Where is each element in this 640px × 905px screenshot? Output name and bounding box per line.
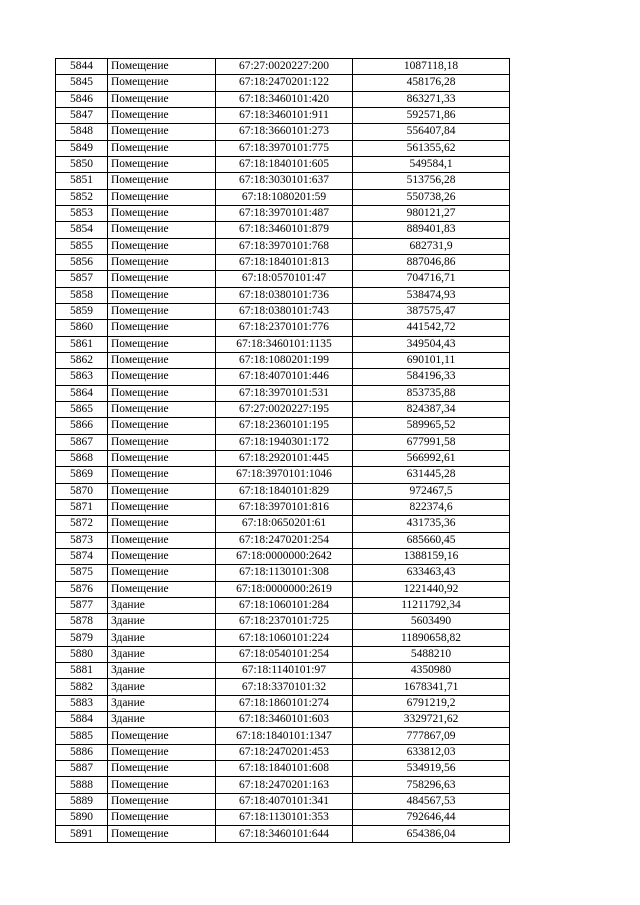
cadastral-number-cell: 67:18:0000000:2619 [216,581,353,597]
cadastral-value-cell: 822374,6 [353,499,510,515]
object-type-cell: Здание [108,663,216,679]
table-row [56,75,510,91]
row-number-cell: 5875 [56,565,108,581]
table-row [56,205,510,221]
cadastral-number-cell: 67:18:2360101:195 [216,418,353,434]
cadastral-number-cell: 67:18:3460101:420 [216,91,353,107]
cadastral-value-cell: 458176,28 [353,75,510,91]
cadastral-number-cell: 67:18:3460101:1135 [216,336,353,352]
cadastral-value-cell: 4350980 [353,663,510,679]
cadastral-number-cell: 67:18:3970101:487 [216,205,353,221]
object-type-cell: Помещение [108,173,216,189]
cadastral-number-cell: 67:18:1940301:172 [216,434,353,450]
object-type-cell: Помещение [108,467,216,483]
table-row [56,124,510,140]
object-type-cell: Помещение [108,516,216,532]
table-row [56,630,510,646]
row-number-cell: 5881 [56,663,108,679]
row-number-cell: 5844 [56,59,108,75]
row-number-cell: 5876 [56,581,108,597]
property-table-body [56,59,510,843]
row-number-cell: 5859 [56,303,108,319]
cadastral-value-cell: 484567,53 [353,793,510,809]
object-type-cell: Помещение [108,320,216,336]
object-type-cell: Здание [108,630,216,646]
cadastral-number-cell: 67:18:1080201:59 [216,189,353,205]
object-type-cell: Помещение [108,189,216,205]
object-type-cell: Помещение [108,222,216,238]
cadastral-value-cell: 5603490 [353,614,510,630]
row-number-cell: 5852 [56,189,108,205]
row-number-cell: 5868 [56,450,108,466]
cadastral-value-cell: 980121,27 [353,205,510,221]
table-row [56,810,510,826]
cadastral-value-cell: 682731,9 [353,238,510,254]
cadastral-value-cell: 887046,86 [353,254,510,270]
cadastral-number-cell: 67:18:1060101:224 [216,630,353,646]
row-number-cell: 5887 [56,761,108,777]
object-type-cell: Помещение [108,75,216,91]
cadastral-number-cell: 67:18:1840101:829 [216,483,353,499]
cadastral-number-cell: 67:18:1840101:605 [216,156,353,172]
cadastral-value-cell: 11890658,82 [353,630,510,646]
row-number-cell: 5873 [56,532,108,548]
cadastral-number-cell: 67:18:1840101:1347 [216,728,353,744]
cadastral-value-cell: 889401,83 [353,222,510,238]
row-number-cell: 5860 [56,320,108,336]
cadastral-value-cell: 1388159,16 [353,548,510,564]
cadastral-value-cell: 589965,52 [353,418,510,434]
cadastral-number-cell: 67:18:3030101:637 [216,173,353,189]
row-number-cell: 5891 [56,826,108,842]
row-number-cell: 5878 [56,614,108,630]
cadastral-number-cell: 67:18:0540101:254 [216,646,353,662]
row-number-cell: 5871 [56,499,108,515]
cadastral-value-cell: 758296,63 [353,777,510,793]
object-type-cell: Помещение [108,434,216,450]
cadastral-number-cell: 67:18:0570101:47 [216,271,353,287]
object-type-cell: Помещение [108,744,216,760]
cadastral-number-cell: 67:18:3970101:1046 [216,467,353,483]
row-number-cell: 5858 [56,287,108,303]
cadastral-number-cell: 67:18:3370101:32 [216,679,353,695]
cadastral-value-cell: 349504,43 [353,336,510,352]
table-row [56,173,510,189]
object-type-cell: Помещение [108,532,216,548]
cadastral-value-cell: 556407,84 [353,124,510,140]
row-number-cell: 5880 [56,646,108,662]
cadastral-value-cell: 534919,56 [353,761,510,777]
cadastral-number-cell: 67:18:4070101:446 [216,369,353,385]
table-row [56,646,510,662]
object-type-cell: Помещение [108,777,216,793]
cadastral-number-cell: 67:18:1860101:274 [216,695,353,711]
table-row [56,695,510,711]
object-type-cell: Помещение [108,107,216,123]
row-number-cell: 5886 [56,744,108,760]
table-row [56,712,510,728]
object-type-cell: Помещение [108,418,216,434]
cadastral-value-cell: 561355,62 [353,140,510,156]
object-type-cell: Помещение [108,548,216,564]
cadastral-value-cell: 777867,09 [353,728,510,744]
cadastral-number-cell: 67:18:2470201:453 [216,744,353,760]
table-row [56,401,510,417]
row-number-cell: 5861 [56,336,108,352]
cadastral-number-cell: 67:18:3970101:816 [216,499,353,515]
cadastral-value-cell: 853735,88 [353,385,510,401]
table-row [56,434,510,450]
object-type-cell: Помещение [108,565,216,581]
cadastral-value-cell: 1087118,18 [353,59,510,75]
table-row [56,156,510,172]
cadastral-value-cell: 5488210 [353,646,510,662]
row-number-cell: 5888 [56,777,108,793]
table-row [56,385,510,401]
cadastral-value-cell: 631445,28 [353,467,510,483]
row-number-cell: 5879 [56,630,108,646]
cadastral-value-cell: 584196,33 [353,369,510,385]
table-row [56,826,510,842]
cadastral-value-cell: 633463,43 [353,565,510,581]
cadastral-value-cell: 3329721,62 [353,712,510,728]
cadastral-number-cell: 67:27:0020227:200 [216,59,353,75]
cadastral-number-cell: 67:18:2470201:254 [216,532,353,548]
cadastral-number-cell: 67:18:1840101:813 [216,254,353,270]
object-type-cell: Помещение [108,271,216,287]
row-number-cell: 5877 [56,597,108,613]
cadastral-value-cell: 431735,36 [353,516,510,532]
table-row [56,483,510,499]
row-number-cell: 5846 [56,91,108,107]
row-number-cell: 5890 [56,810,108,826]
cadastral-number-cell: 67:27:0020227:195 [216,401,353,417]
table-row [56,597,510,613]
row-number-cell: 5856 [56,254,108,270]
row-number-cell: 5857 [56,271,108,287]
cadastral-value-cell: 441542,72 [353,320,510,336]
cadastral-value-cell: 654386,04 [353,826,510,842]
cadastral-number-cell: 67:18:3460101:644 [216,826,353,842]
cadastral-value-cell: 633812,03 [353,744,510,760]
row-number-cell: 5872 [56,516,108,532]
row-number-cell: 5885 [56,728,108,744]
object-type-cell: Помещение [108,728,216,744]
table-row [56,581,510,597]
row-number-cell: 5853 [56,205,108,221]
cadastral-value-cell: 1221440,92 [353,581,510,597]
row-number-cell: 5867 [56,434,108,450]
object-type-cell: Помещение [108,401,216,417]
cadastral-number-cell: 67:18:1140101:97 [216,663,353,679]
cadastral-number-cell: 67:18:3660101:273 [216,124,353,140]
cadastral-value-cell: 11211792,34 [353,597,510,613]
table-row [56,744,510,760]
cadastral-number-cell: 67:18:1130101:353 [216,810,353,826]
row-number-cell: 5850 [56,156,108,172]
object-type-cell: Помещение [108,450,216,466]
cadastral-value-cell: 566992,61 [353,450,510,466]
cadastral-number-cell: 67:18:2370101:725 [216,614,353,630]
cadastral-number-cell: 67:18:2920101:445 [216,450,353,466]
object-type-cell: Помещение [108,483,216,499]
table-row [56,59,510,75]
table-row [56,565,510,581]
object-type-cell: Помещение [108,91,216,107]
cadastral-value-cell: 538474,93 [353,287,510,303]
object-type-cell: Здание [108,597,216,613]
table-row [56,140,510,156]
cadastral-value-cell: 513756,28 [353,173,510,189]
row-number-cell: 5849 [56,140,108,156]
row-number-cell: 5862 [56,352,108,368]
table-row [56,352,510,368]
object-type-cell: Помещение [108,287,216,303]
table-row [56,499,510,515]
cadastral-number-cell: 67:18:3970101:775 [216,140,353,156]
table-row [56,548,510,564]
object-type-cell: Помещение [108,499,216,515]
cadastral-number-cell: 67:18:1060101:284 [216,597,353,613]
object-type-cell: Помещение [108,238,216,254]
table-row [56,222,510,238]
table-row [56,107,510,123]
cadastral-number-cell: 67:18:2470201:163 [216,777,353,793]
object-type-cell: Помещение [108,369,216,385]
row-number-cell: 5847 [56,107,108,123]
object-type-cell: Помещение [108,303,216,319]
object-type-cell: Здание [108,679,216,695]
object-type-cell: Здание [108,646,216,662]
cadastral-number-cell: 67:18:1840101:608 [216,761,353,777]
cadastral-value-cell: 1678341,71 [353,679,510,695]
row-number-cell: 5889 [56,793,108,809]
object-type-cell: Здание [108,712,216,728]
object-type-cell: Помещение [108,810,216,826]
table-row [56,663,510,679]
row-number-cell: 5854 [56,222,108,238]
table-row [56,418,510,434]
table-row [56,450,510,466]
cadastral-value-cell: 863271,33 [353,91,510,107]
table-row [56,303,510,319]
cadastral-number-cell: 67:18:0000000:2642 [216,548,353,564]
object-type-cell: Помещение [108,793,216,809]
cadastral-value-cell: 792646,44 [353,810,510,826]
table-row [56,614,510,630]
table-row [56,336,510,352]
row-number-cell: 5870 [56,483,108,499]
table-row [56,189,510,205]
object-type-cell: Помещение [108,59,216,75]
object-type-cell: Помещение [108,336,216,352]
table-row [56,777,510,793]
table-row [56,532,510,548]
cadastral-number-cell: 67:18:3460101:911 [216,107,353,123]
cadastral-number-cell: 67:18:1130101:308 [216,565,353,581]
table-row [56,254,510,270]
object-type-cell: Помещение [108,205,216,221]
row-number-cell: 5869 [56,467,108,483]
cadastral-value-cell: 549584,1 [353,156,510,172]
cadastral-value-cell: 824387,34 [353,401,510,417]
cadastral-number-cell: 67:18:4070101:341 [216,793,353,809]
cadastral-number-cell: 67:18:0650201:61 [216,516,353,532]
object-type-cell: Здание [108,695,216,711]
cadastral-number-cell: 67:18:2370101:776 [216,320,353,336]
row-number-cell: 5866 [56,418,108,434]
table-row [56,320,510,336]
row-number-cell: 5884 [56,712,108,728]
cadastral-value-cell: 972467,5 [353,483,510,499]
table-row [56,728,510,744]
cadastral-value-cell: 685660,45 [353,532,510,548]
cadastral-value-cell: 6791219,2 [353,695,510,711]
object-type-cell: Помещение [108,156,216,172]
row-number-cell: 5882 [56,679,108,695]
table-row [56,793,510,809]
object-type-cell: Помещение [108,581,216,597]
cadastral-number-cell: 67:18:2470201:122 [216,75,353,91]
table-row [56,271,510,287]
object-type-cell: Помещение [108,254,216,270]
table-row [56,369,510,385]
object-type-cell: Помещение [108,385,216,401]
row-number-cell: 5848 [56,124,108,140]
cadastral-number-cell: 67:18:3460101:603 [216,712,353,728]
cadastral-number-cell: 67:18:3970101:531 [216,385,353,401]
object-type-cell: Помещение [108,826,216,842]
property-table [55,58,510,843]
row-number-cell: 5851 [56,173,108,189]
cadastral-value-cell: 592571,86 [353,107,510,123]
object-type-cell: Помещение [108,761,216,777]
row-number-cell: 5864 [56,385,108,401]
cadastral-number-cell: 67:18:3460101:879 [216,222,353,238]
object-type-cell: Помещение [108,352,216,368]
table-row [56,467,510,483]
cadastral-value-cell: 677991,58 [353,434,510,450]
row-number-cell: 5874 [56,548,108,564]
table-row [56,516,510,532]
cadastral-number-cell: 67:18:0380101:743 [216,303,353,319]
row-number-cell: 5863 [56,369,108,385]
cadastral-value-cell: 387575,47 [353,303,510,319]
row-number-cell: 5865 [56,401,108,417]
cadastral-number-cell: 67:18:3970101:768 [216,238,353,254]
table-row [56,761,510,777]
table-row [56,91,510,107]
cadastral-number-cell: 67:18:0380101:736 [216,287,353,303]
object-type-cell: Здание [108,614,216,630]
object-type-cell: Помещение [108,140,216,156]
row-number-cell: 5883 [56,695,108,711]
cadastral-value-cell: 550738,26 [353,189,510,205]
table-row [56,238,510,254]
object-type-cell: Помещение [108,124,216,140]
cadastral-value-cell: 690101,11 [353,352,510,368]
cadastral-value-cell: 704716,71 [353,271,510,287]
row-number-cell: 5845 [56,75,108,91]
cadastral-number-cell: 67:18:1080201:199 [216,352,353,368]
table-row [56,679,510,695]
row-number-cell: 5855 [56,238,108,254]
table-row [56,287,510,303]
